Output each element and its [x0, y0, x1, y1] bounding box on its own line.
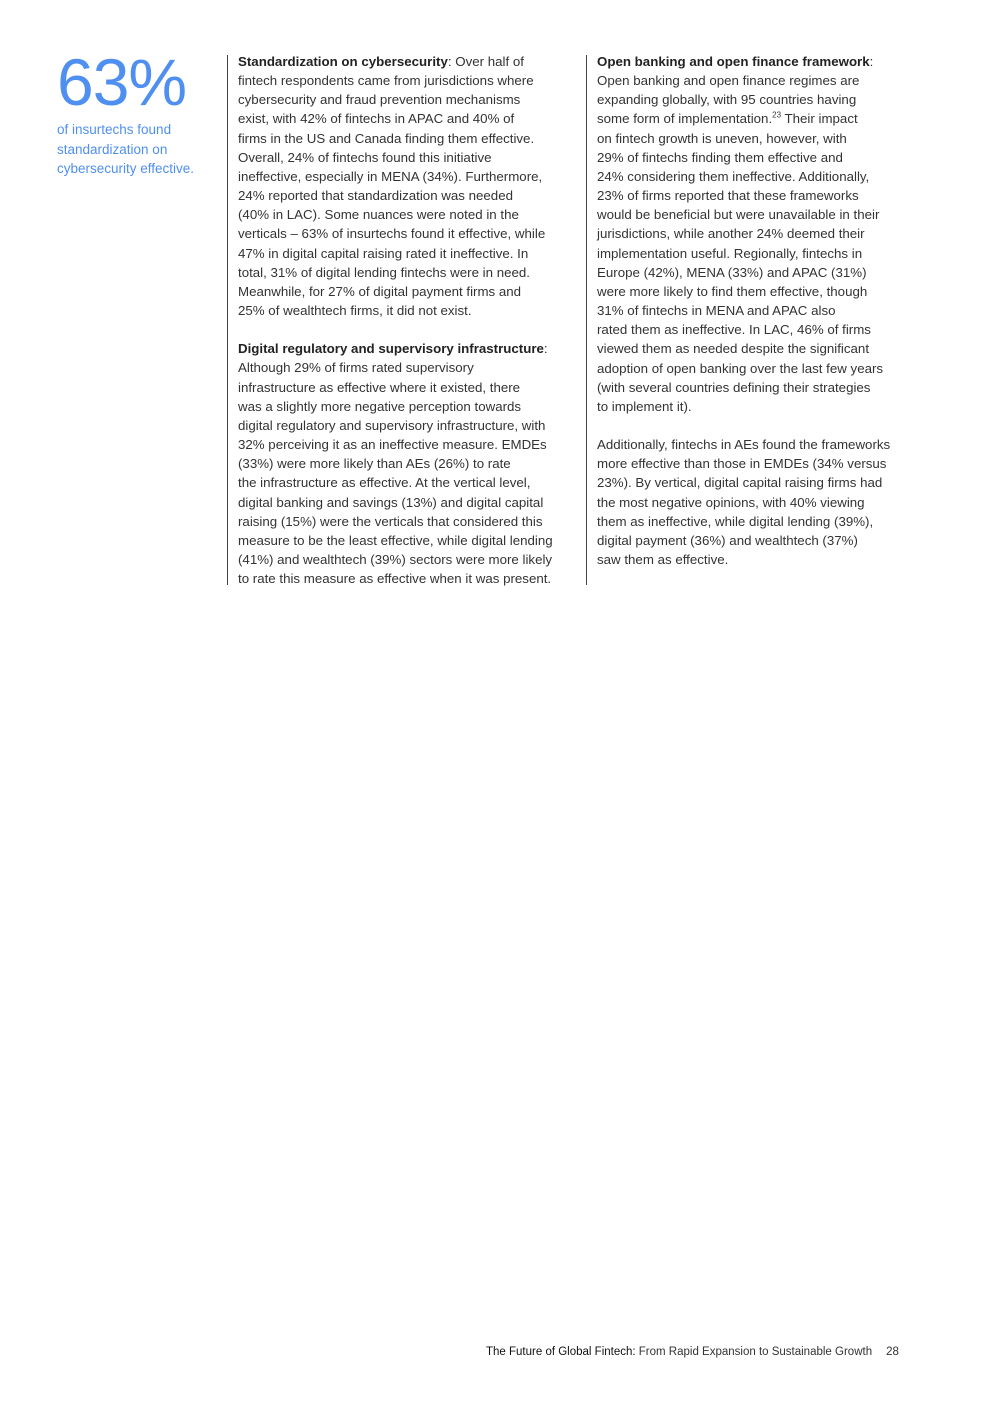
- footer-subtitle: From Rapid Expansion to Sustainable Growth: [635, 1346, 873, 1358]
- text-line: Although 29% of firms rated supervisory: [238, 360, 474, 376]
- text-line: the most negative opinions, with 40% viewing: [597, 494, 865, 510]
- text-line: digital payment (36%) and wealthtech (37%): [597, 532, 858, 548]
- text-line: more effective than those in EMDEs (34% versus: [597, 456, 887, 472]
- text-line: cybersecurity effective.: [57, 161, 195, 176]
- text-line: to rate this measure as effective when it was present.: [238, 571, 552, 587]
- paragraph-open-banking: Open banking and open finance framework: Open banking and open finance regimes are expanding globally, with 95 countries having some form of implementation.$^{23}$ Their impact on fintech growth is uneven, however, with 29% of fintechs finding them effective and 24% considering them ineffective. Additionally, 23% of firms reported that these frameworks would be beneficial but were unavailable in their jurisdictions, while another 24% deemed their implementation useful. Regionally, fintechs in Europe (42%), MENA (33%) and APAC (31%) were more likely to find them effective, though 31% of fintechs in MENA and APAC also rated them as ineffective. In LAC, 46% of firms viewed them as needed despite the significant adoption of open banking over the last few years (with several countries defining their strategies to implement it).: [597, 52, 942, 416]
- text-line: 31% of fintechs in MENA and APAC also: [597, 303, 836, 319]
- paragraph-heading: Open banking and open finance framework: [597, 54, 870, 69]
- paragraph-heading: Digital regulatory and supervisory infrastructure: [238, 341, 544, 357]
- stat-caption: [57, 120, 222, 179]
- text-line: standardization on: [57, 141, 168, 157]
- text-line: digital regulatory and supervisory infrastructure, with: [238, 417, 546, 433]
- stat-value: 63%: [57, 45, 187, 119]
- text-line: the infrastructure as effective. At the vertical level,: [238, 475, 531, 491]
- highlight-stat: [57, 46, 222, 179]
- column-1: [238, 52, 583, 608]
- column-divider: [227, 55, 228, 585]
- footer-title: The Future of Global Fintech:: [486, 1346, 636, 1358]
- text-line: ineffective, especially in MENA (34%). Furthermore,: [238, 168, 543, 184]
- text-line: Europe (42%), MENA (33%) and APAC (31%): [597, 264, 867, 280]
- text-line: 47% in digital capital raising rated it ineffective. In: [238, 245, 529, 261]
- text-line: was a slightly more negative perception towards: [238, 398, 522, 414]
- text-line: total, 31% of digital lending fintechs were in need.: [238, 264, 530, 280]
- paragraph: Digital regulatory and supervisory infrastructure: Although 29% of firms rated supervisory infrastructure as effective where it existed, there was a slightly more negative perception towards digital regulatory and supervisory infrastructure, with 32% perceiving it as an ineffective measure. EMDEs (33%) were more likely than AEs (26%) to rate the infrastructure as effective. At the vertical level, digital banking and savings (13%) and digital capital raising (15%) were the verticals that considered this measure to be the least effective, while digital lending (41%) and wealthtech (39%) sectors were more likely to rate this measure as effective when it was present.: [238, 339, 583, 588]
- page-number: 28: [886, 1346, 899, 1358]
- text-line: fintech respondents came from jurisdictions where: [238, 73, 534, 89]
- text-line: some form of implementation.$^{23}$ Their impact: [597, 111, 858, 127]
- text-line: expanding globally, with 95 countries having: [597, 92, 857, 108]
- text-line: cybersecurity and fraud prevention mechanisms: [238, 92, 521, 108]
- text-line: 23% of firms reported that these frameworks: [597, 188, 859, 204]
- text-line: jurisdictions, while another 24% deemed their: [597, 226, 865, 242]
- text-line: 25% of wealthtech firms, it did not exist.: [238, 303, 472, 319]
- page-footer: [486, 1346, 899, 1358]
- text-line: exist, with 42% of fintechs in APAC and 40% of: [238, 111, 515, 127]
- text-line: Meanwhile, for 27% of digital payment firms and: [238, 283, 522, 299]
- text-line: verticals – 63% of insurtechs found it effective, while: [238, 226, 546, 242]
- text-line: (with several countries defining their strategies: [597, 379, 871, 395]
- text-line: would be beneficial but were unavailable in their: [597, 207, 880, 223]
- column-2: [597, 52, 942, 588]
- footnote-ref: 23: [772, 111, 782, 121]
- text-line: raising (15%) were the verticals that considered this: [238, 513, 543, 529]
- text-line: Additionally, fintechs in AEs found the frameworks: [597, 437, 891, 453]
- text-line: (40% in LAC). Some nuances were noted in the: [238, 207, 519, 223]
- text-line: them as ineffective, while digital lending (39%),: [597, 513, 874, 529]
- text-line: (41%) and wealthtech (39%) sectors were more likely: [238, 552, 553, 568]
- text-line: Open banking and open finance regimes are: [597, 73, 860, 89]
- text-line: of insurtechs found: [57, 122, 172, 137]
- text-line: saw them as effective.: [597, 552, 729, 568]
- text-line: rated them as ineffective. In LAC, 46% of firms: [597, 322, 871, 338]
- text-line: adoption of open banking over the last few years: [597, 360, 884, 376]
- column-divider: [586, 55, 587, 585]
- text-line: 24% considering them ineffective. Additionally,: [597, 168, 870, 184]
- text-line: digital banking and savings (13%) and digital capital: [238, 494, 544, 510]
- text-line: measure to be the least effective, while digital lending: [238, 532, 553, 548]
- paragraph-heading: Standardization on cybersecurity: [238, 54, 448, 69]
- text-line: infrastructure as effective where it existed, there: [238, 379, 521, 395]
- text-line: (33%) were more likely than AEs (26%) to rate: [238, 456, 511, 472]
- text-line: 23%). By vertical, digital capital raising firms had: [597, 475, 883, 491]
- text-line: to implement it).: [597, 398, 692, 414]
- text-line: 24% reported that standardization was needed: [238, 188, 513, 204]
- text-line: on fintech growth is uneven, however, with: [597, 130, 847, 146]
- text-line: 29% of fintechs finding them effective and: [597, 149, 843, 165]
- text-line: firms in the US and Canada finding them effective.: [238, 130, 535, 146]
- text-line: viewed them as needed despite the significant: [597, 341, 870, 357]
- paragraph: Standardization on cybersecurity: Over half of fintech respondents came from jurisdictions where cybersecurity and fraud prevention mechanisms exist, with 42% of fintechs in APAC and 40% of firms in the US and Canada finding them effective. Overall, 24% of fintechs found this initiative ineffective, especially in MENA (34%). Furthermore, 24% reported that standardization was needed (40% in LAC). Some nuances were noted in the verticals – 63% of insurtechs found it effective, while 47% in digital capital raising rated it ineffective. In total, 31% of digital lending fintechs were in need. Meanwhile, for 27% of digital payment firms and 25% of wealthtech firms, it did not exist.: [238, 52, 583, 320]
- text-line: were more likely to find them effective, though: [597, 283, 868, 299]
- text-line: 32% perceiving it as an ineffective measure. EMDEs: [238, 437, 547, 453]
- text-line: Overall, 24% of fintechs found this initiative: [238, 149, 492, 165]
- text-line: implementation useful. Regionally, fintechs in: [597, 245, 863, 261]
- paragraph-additionally: [597, 435, 942, 569]
